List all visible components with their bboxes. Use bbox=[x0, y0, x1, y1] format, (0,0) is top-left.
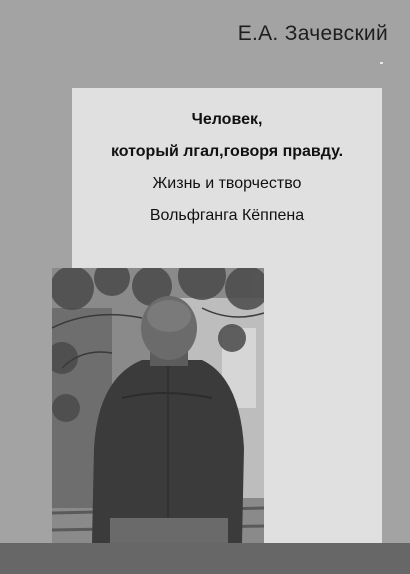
cover-photo bbox=[52, 268, 264, 543]
bottom-band bbox=[0, 543, 410, 574]
title-block bbox=[72, 104, 382, 232]
author-name: Е.А. Зачевский bbox=[237, 22, 388, 45]
title-line-2: который лгал,говоря правду. bbox=[110, 143, 344, 160]
decorative-speck bbox=[380, 62, 383, 64]
subtitle-line-2: Вольфганга Кёппена bbox=[149, 207, 305, 224]
photo-illustration bbox=[52, 268, 264, 543]
subtitle-line-1: Жизнь и творчество bbox=[152, 175, 302, 192]
title-line-1: Человек, bbox=[191, 111, 263, 128]
